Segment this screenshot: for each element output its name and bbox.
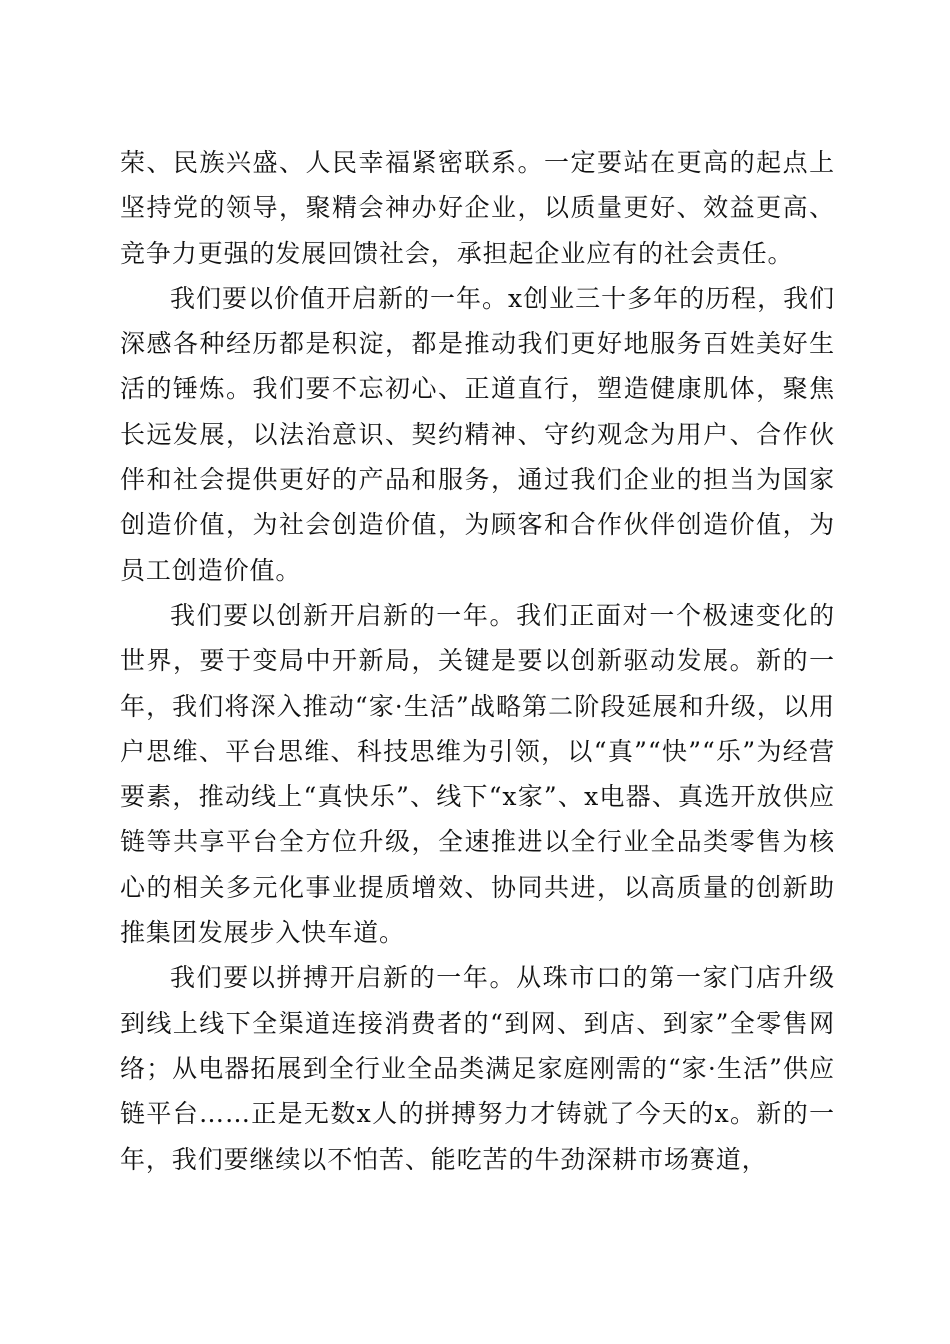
- document-body: [120, 140, 835, 1182]
- paragraph-struggle: 我们要以拼搏开启新的一年。从珠市口的第一家门店升级到线上线下全渠道连接消费者的“到网、到店、到家”全零售网络；从电器拓展到全行业全品类满足家庭刚需的“家·生活”供应链平台……正是无数x人的拼搏努力才铸就了今天的x。新的一年，我们要继续以不怕苦、能吃苦的牛劲深耕市场赛道，: [120, 963, 835, 1174]
- paragraph-value: 我们要以价值开启新的一年。x创业三十多年的历程，我们深感各种经历都是积淀，都是推动我们更好地服务百姓美好生活的锤炼。我们要不忘初心、正道直行，塑造健康肌体，聚焦长远发展，以法治意识、契约精神、守约观念为用户、合作伙伴和社会提供更好的产品和服务，通过我们企业的担当为国家创造价值，为社会创造价值，为顾客和合作伙伴创造价值，为员工创造价值。: [120, 283, 835, 585]
- paragraph-innovation: 我们要以创新开启新的一年。我们正面对一个极速变化的世界，要于变局中开新局，关键是要以创新驱动发展。新的一年，我们将深入推动“家·生活”战略第二阶段延展和升级，以用户思维、平台思维、科技思维为引领，以“真”“快”“乐”为经营要素，推动线上“真快乐”、线下“x家”、x电器、真选开放供应链等共享平台全方位升级，全速推进以全行业全品类零售为核心的相关多元化事业提质增效、协同共进，以高质量的创新助推集团发展步入快车道。: [120, 600, 835, 948]
- paragraph-continuation: 荣、民族兴盛、人民幸福紧密联系。一定要站在更高的起点上坚持党的领导，聚精会神办好企业，以质量更好、效益更高、竞争力更强的发展回馈社会，承担起企业应有的社会责任。: [120, 148, 835, 268]
